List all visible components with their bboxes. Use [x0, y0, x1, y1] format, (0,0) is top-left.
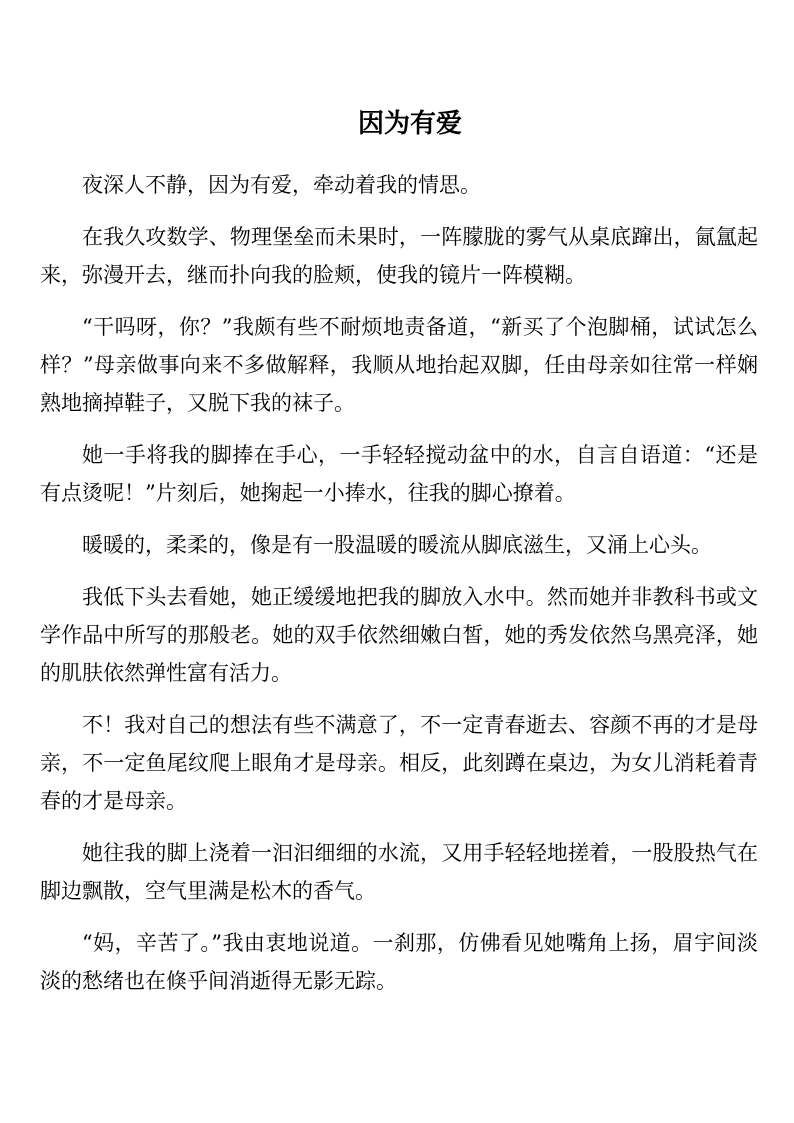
paragraph-4: 她一手将我的脚捧在手心，一手轻轻搅动盆中的水，自言自语道：“还是有点烫呢！”片刻后，她掬起一小捧水，往我的脚心撩着。	[40, 443, 758, 505]
paragraph-1: 夜深人不静，因为有爱，牵动着我的情思。	[82, 173, 481, 197]
document-title: 因为有爱	[357, 109, 462, 139]
document-body	[40, 166, 758, 1014]
paragraph-7: 不！我对自己的想法有些不满意了，不一定青春逝去、容颜不再的才是母亲，不一定鱼尾纹爬上眼角才是母亲。相反，此刻蹲在桌边，为女儿消耗着青春的才是母亲。	[40, 713, 758, 813]
paragraph-6: 我低下头去看她，她正缓缓地把我的脚放入水中。然而她并非教科书或文学作品中所写的那般老。她的双手依然细嫩白皙，她的秀发依然乌黑亮泽，她的肌肤依然弹性富有活力。	[40, 585, 758, 685]
paragraph-8: 她往我的脚上浇着一汩汩细细的水流，又用手轻轻地搓着，一股股热气在脚边飘散，空气里满是松木的香气。	[40, 841, 758, 903]
paragraph-5: 暖暖的，柔柔的，像是有一股温暖的暖流从脚底滋生，又涌上心头。	[82, 533, 712, 557]
paragraph-2: 在我久攻数学、物理堡垒而未果时，一阵朦胧的雾气从桌底蹿出，氤氲起来，弥漫开去，继而扑向我的脸颊，使我的镜片一阵模糊。	[40, 225, 758, 287]
paragraph-3: “干吗呀，你？”我颇有些不耐烦地责备道，“新买了个泡脚桶，试试怎么样？”母亲做事向来不多做解释，我顺从地抬起双脚，任由母亲如往常一样娴熟地摘掉鞋子，又脱下我的袜子。	[40, 315, 758, 415]
paragraph-9: “妈，辛苦了。”我由衷地说道。一刹那，仿佛看见她嘴角上扬，眉宇间淡淡的愁绪也在倏乎间消逝得无影无踪。	[40, 931, 758, 993]
